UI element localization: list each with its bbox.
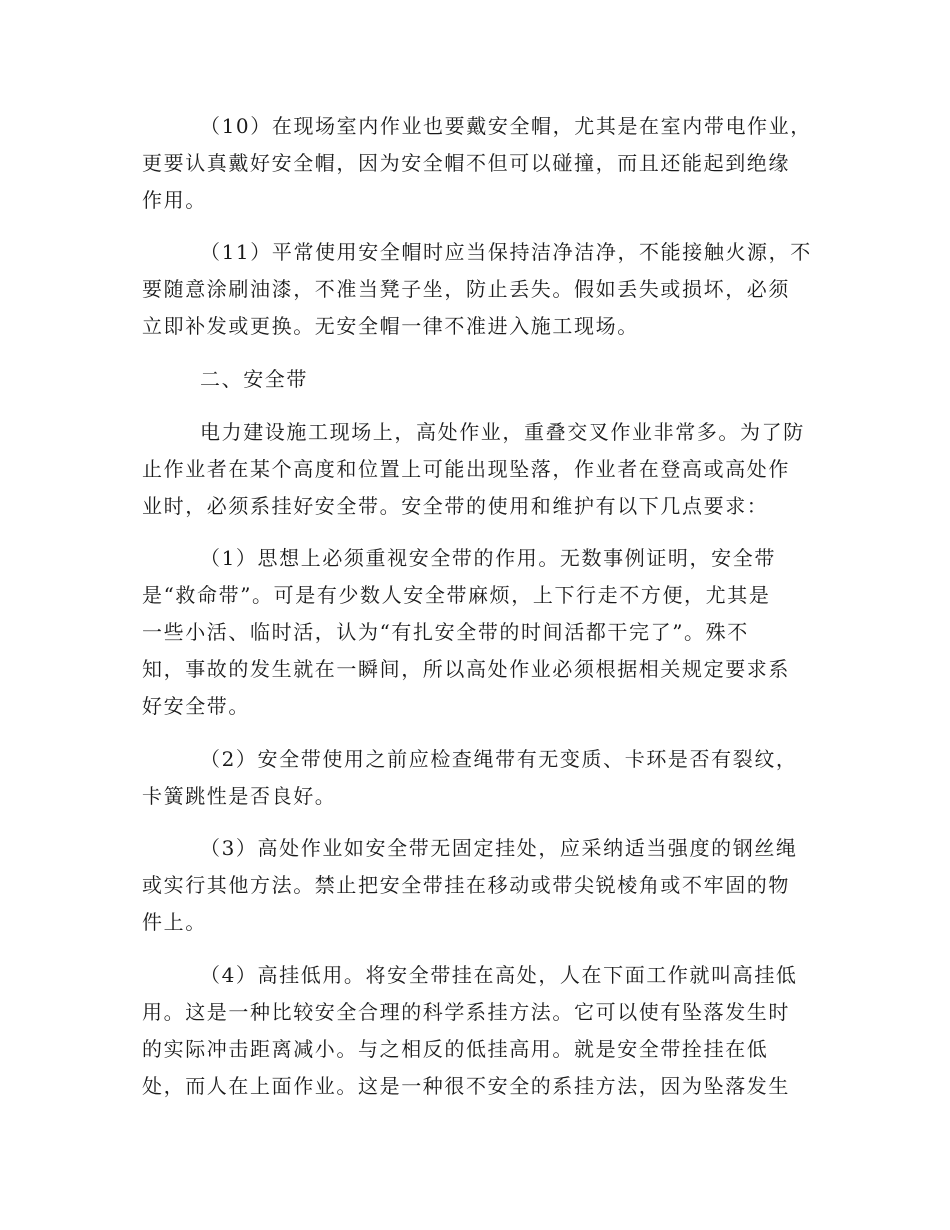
text-line: 止作业者在某个高度和位置上可能出现坠落，作业者在登高或高处作 [142, 457, 790, 481]
text-line: 要随意涂刷油漆，不准当凳子坐，防止丢失。假如丢失或损坏，必须 [142, 277, 790, 301]
text-line: 好安全带。 [142, 694, 250, 718]
text-line: 处，而人在上面作业。这是一种很不安全的系挂方法，因为坠落发生 [142, 1074, 790, 1098]
text-line: 卡簧跳性是否良好。 [142, 784, 337, 808]
text-line: 或实行其他方法。禁止把安全带挂在移动或带尖锐棱角或不牢固的物 [142, 873, 790, 897]
text-line: 作用。 [142, 188, 207, 212]
text-line: 一些小活、临时活，认为“有扎安全带的时间活都干完了”。殊不 [142, 620, 749, 644]
text-line: 更要认真戴好安全帽，因为安全帽不但可以碰撞，而且还能起到绝缘 [142, 151, 790, 175]
text-line: 立即补发或更换。无安全帽一律不准进入施工现场。 [142, 314, 639, 338]
section-heading: 二、安全带 [200, 367, 308, 391]
text-line: （11）平常使用安全帽时应当保持洁净洁净，不能接触火源，不 [200, 240, 812, 264]
text-line: 件上。 [142, 910, 207, 934]
text-line: 知，事故的发生就在一瞬间，所以高处作业必须根据相关规定要求系 [142, 657, 790, 681]
text-line: （4）高挂低用。将安全带挂在高处，人在下面工作就叫高挂低 [200, 963, 798, 987]
text-line: （3）高处作业如安全带无固定挂处，应采纳适当强度的钢丝绳 [200, 836, 798, 860]
text-line: （10）在现场室内作业也要戴安全帽，尤其是在室内带电作业， [200, 114, 812, 138]
text-line: 电力建设施工现场上，高处作业，重叠交叉作业非常多。为了防 [200, 420, 805, 444]
text-line: 用。这是一种比较安全合理的科学系挂方法。它可以使有坠落发生时 [142, 1000, 790, 1024]
text-line: （2）安全带使用之前应检查绳带有无变质、卡环是否有裂纹， [200, 747, 798, 771]
text-line: 是“救命带”。可是有少数人安全带麻烦，上下行走不方便，尤其是 [142, 583, 771, 607]
text-line: 业时，必须系挂好安全带。安全带的使用和维护有以下几点要求： [142, 494, 769, 518]
text-line: （1）思想上必须重视安全带的作用。无数事例证明，安全带 [200, 546, 776, 570]
text-line: 的实际冲击距离减小。与之相反的低挂高用。就是安全带拴挂在低 [142, 1037, 769, 1061]
